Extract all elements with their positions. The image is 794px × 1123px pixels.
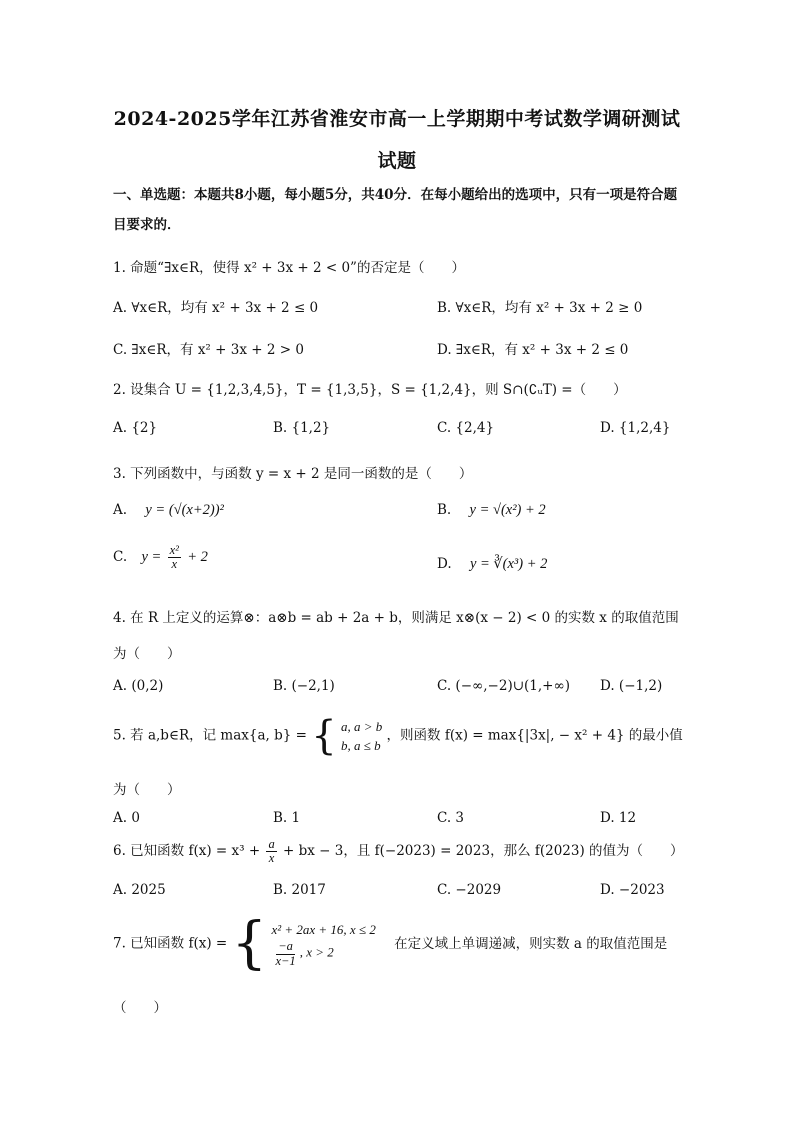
q5-option-b: B. 1 [273, 810, 301, 826]
q6-fraction [266, 838, 276, 865]
q6-option-a: A. 2025 [113, 882, 166, 898]
q7-stem-continued: （ ） [113, 1000, 167, 1016]
q5-case-brace: { [311, 713, 337, 759]
q4-option-d: D. (−1,2) [600, 678, 663, 694]
q7-case-brace: { [231, 911, 268, 976]
q6-option-b: B. 2017 [273, 882, 326, 898]
q2-stem: 2. 设集合 U = {1,2,3,4,5}，T = {1,3,5}，S = {1,2,4}，则 S∩(∁ᵤT) =（ ） [113, 382, 627, 398]
q5-case1: a, a > b [340, 719, 383, 734]
q5-option-d: D. 12 [600, 810, 637, 826]
q3-option-b-label: B. [437, 502, 452, 518]
q6-stem-post: + bx − 3，且 f(−2023) = 2023，那么 f(2023) 的值为（ ） [282, 843, 684, 860]
q6-option-d: D. −2023 [600, 882, 665, 898]
q7-stem-pre: 7. 已知函数 f(x) = [113, 935, 228, 952]
q1-option-a: A. ∀x∈R，均有 x² + 3x + 2 ≤ 0 [113, 300, 319, 316]
q6-denominator: x [268, 851, 275, 866]
q7-case2-tail: , x > 2 [299, 944, 334, 960]
q4-option-a: A. (0,2) [113, 678, 164, 694]
q5-option-a: A. 0 [113, 810, 140, 826]
q3-option-a [113, 502, 224, 519]
q1-option-c: C. ∃x∈R，有 x² + 3x + 2 > 0 [113, 342, 304, 358]
q4-stem-continued: 为（ ） [113, 646, 181, 662]
q7-case2-denominator: x−1 [275, 953, 296, 968]
q3-option-d-expr: y = ∛(x³) + 2 [469, 556, 548, 572]
q3-option-b [437, 502, 546, 519]
q3-option-a-expr: y = (√(x+2))² [145, 502, 224, 518]
q4-option-c: C. (−∞,−2)∪(1,+∞) [437, 678, 570, 694]
q1-option-d: D. ∃x∈R，有 x² + 3x + 2 ≤ 0 [437, 342, 629, 358]
exam-title-line1: 2024-2025学年江苏省淮安市高一上学期期中考试数学调研测试 [113, 108, 681, 130]
q1-stem: 1. 命题“∃x∈R，使得 x² + 3x + 2 < 0”的否定是（ ） [113, 260, 465, 276]
q7-case2 [271, 940, 375, 967]
q5-cases [341, 717, 382, 755]
q4-stem: 4. 在 R 上定义的运算⊗：a⊗b = ab + 2a + b，则满足 x⊗(x − 2) < 0 的实数 x 的取值范围 [113, 610, 679, 626]
q6-stem-pre: 6. 已知函数 f(x) = x³ + [113, 843, 261, 860]
q3-stem: 3. 下列函数中，与函数 y = x + 2 是同一函数的是（ ） [113, 466, 473, 482]
exam-title-line2: 试题 [377, 150, 417, 172]
q3-option-c-numerator: x² [169, 543, 179, 557]
q3-option-b-expr: y = √(x²) + 2 [469, 502, 546, 518]
q5-stem-post: ，则函数 f(x) = max{|3x|, − x² + 4} 的最小值 [386, 727, 683, 744]
q4-option-b: B. (−2,1) [273, 678, 335, 694]
q1-option-b: B. ∀x∈R，均有 x² + 3x + 2 ≥ 0 [437, 300, 643, 316]
q6-stem [113, 838, 684, 865]
q3-option-c-fraction [168, 544, 181, 571]
q2-option-c: C. {2,4} [437, 420, 495, 436]
q2-option-b: B. {1,2} [273, 420, 331, 436]
q7-stem-post: 在定义域上单调递减，则实数 a 的取值范围是 [394, 935, 668, 952]
q7-cases [271, 920, 375, 967]
q3-option-a-label: A. [113, 502, 128, 518]
q3-option-c-pre: y = [141, 549, 162, 566]
q3-option-c [113, 544, 208, 571]
section-heading: 一、单选题：本题共8小题，每小题5分，共40分．在每小题给出的选项中，只有一项是符合题目要求的． [113, 187, 678, 233]
q2-option-a: A. {2} [113, 420, 158, 436]
q5-option-c: C. 3 [437, 810, 465, 826]
q2-option-d: D. {1,2,4} [600, 420, 671, 436]
q3-option-c-label: C. [113, 549, 128, 566]
q6-option-c: C. −2029 [437, 882, 502, 898]
q7-case2-numerator: −a [278, 939, 293, 954]
q5-stem-continued: 为（ ） [113, 782, 181, 798]
q3-option-d [437, 556, 547, 573]
q7-case1: x² + 2ax + 16, x ≤ 2 [271, 922, 376, 938]
q5-stem-pre: 5. 若 a,b∈R，记 max{a, b} = [113, 727, 307, 744]
q5-case2: b, a ≤ b [340, 738, 381, 753]
q3-option-d-label: D. [437, 556, 452, 572]
q6-numerator: a [268, 837, 275, 851]
q7-stem [113, 911, 668, 976]
q7-case2-fraction [273, 940, 297, 967]
q5-stem [113, 713, 683, 759]
q3-option-c-post: + 2 [187, 549, 208, 566]
q3-option-c-denominator: x [171, 557, 178, 572]
